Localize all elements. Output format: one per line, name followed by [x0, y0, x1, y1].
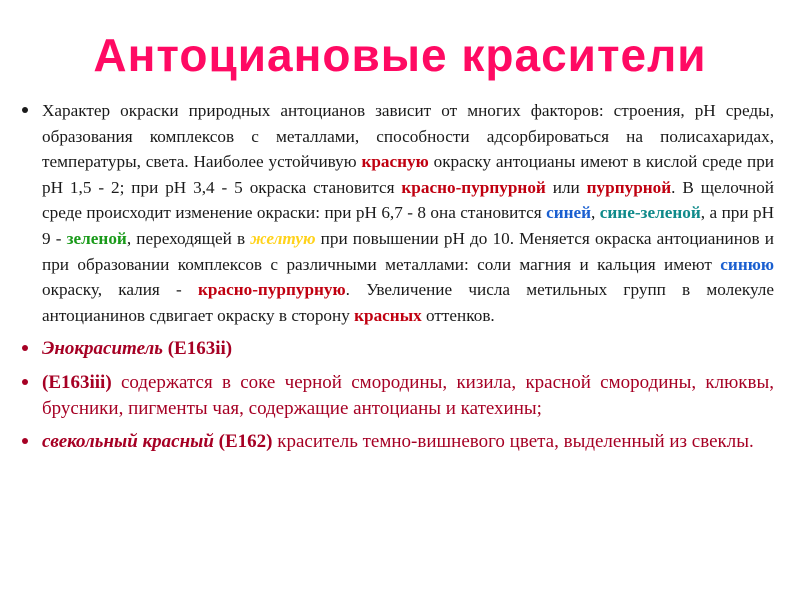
text-segment: Характер окраски природных антоцианов зависит от многих факторов: строения, pH среды, образования комплексов с металлами, способности адсорбироваться на полисахаридах, температуры, света. Наиболее устойчивую — [42, 101, 774, 172]
bullet-dot-icon — [22, 107, 28, 113]
text-segment: . Увеличение числа метильных групп в молекуле антоцианинов сдвигает окраску в сторону — [42, 280, 774, 325]
bullet-enocolorant — [22, 336, 774, 362]
beet-red-code: (Е162) — [213, 431, 273, 453]
highlight-red-purple-2: красно-пурпурную — [198, 280, 346, 300]
bullet-dot-icon — [22, 438, 28, 444]
text-segment: при повышении рН до 10. Меняется окраска антоцианинов и при образовании комплексов с различными металлами: соли магния и кальция имеют — [42, 228, 774, 274]
bullet-anthocyanin-color-factors — [22, 98, 774, 328]
text-segment: , а при рН 9 - — [42, 203, 774, 248]
beet-red-text: краситель темно-вишневого цвета, выделенный из свеклы. — [272, 431, 754, 453]
highlight-yellow: желтую — [250, 228, 316, 248]
text-segment: оттенков. — [421, 305, 495, 325]
text-segment: . В щелочной среде происходит изменение окраски: при рН 6,7 - 8 она становится — [42, 177, 775, 223]
highlight-purple: пурпурной — [586, 177, 672, 197]
highlight-red-2: красных — [354, 305, 422, 325]
enocolorant-code: (Е163ii) — [162, 338, 233, 360]
beet-red-name: свекольный красный — [42, 431, 214, 453]
text-segment: окраску, калия - — [42, 280, 199, 300]
slide-title: Антоциановые красители — [93, 29, 707, 81]
highlight-green: зеленой — [66, 228, 127, 248]
bullet-dot-icon — [22, 379, 28, 385]
text-segment: , переходящей в — [126, 228, 251, 248]
bullet-e163iii — [22, 370, 774, 421]
text-segment: окраску антоцианы имеют в кислой среде при рН 1,5 - 2; при рН 3,4 - 5 окраска становится — [42, 152, 774, 197]
bullet-dot-icon — [22, 345, 28, 351]
highlight-blue-2: синюю — [720, 254, 774, 274]
text-segment: или — [545, 177, 587, 197]
bullet-list — [22, 98, 774, 463]
highlight-blue: синей — [546, 203, 592, 223]
enocolorant-name: Энокраситель — [42, 338, 163, 360]
highlight-red-purple: красно-пурпурной — [401, 177, 546, 197]
e163iii-code: (Е163iii) — [42, 371, 112, 393]
highlight-red: красную — [361, 152, 429, 172]
highlight-blue-green: сине-зеленой — [599, 203, 701, 223]
text-segment: , — [591, 203, 600, 223]
bullet-beet-red — [22, 429, 774, 455]
e163iii-text: содержатся в соке черной смородины, кизила, красной смородины, клюквы, брусники, пигменты чая, содержащие антоцианы и катехины; — [42, 371, 774, 419]
